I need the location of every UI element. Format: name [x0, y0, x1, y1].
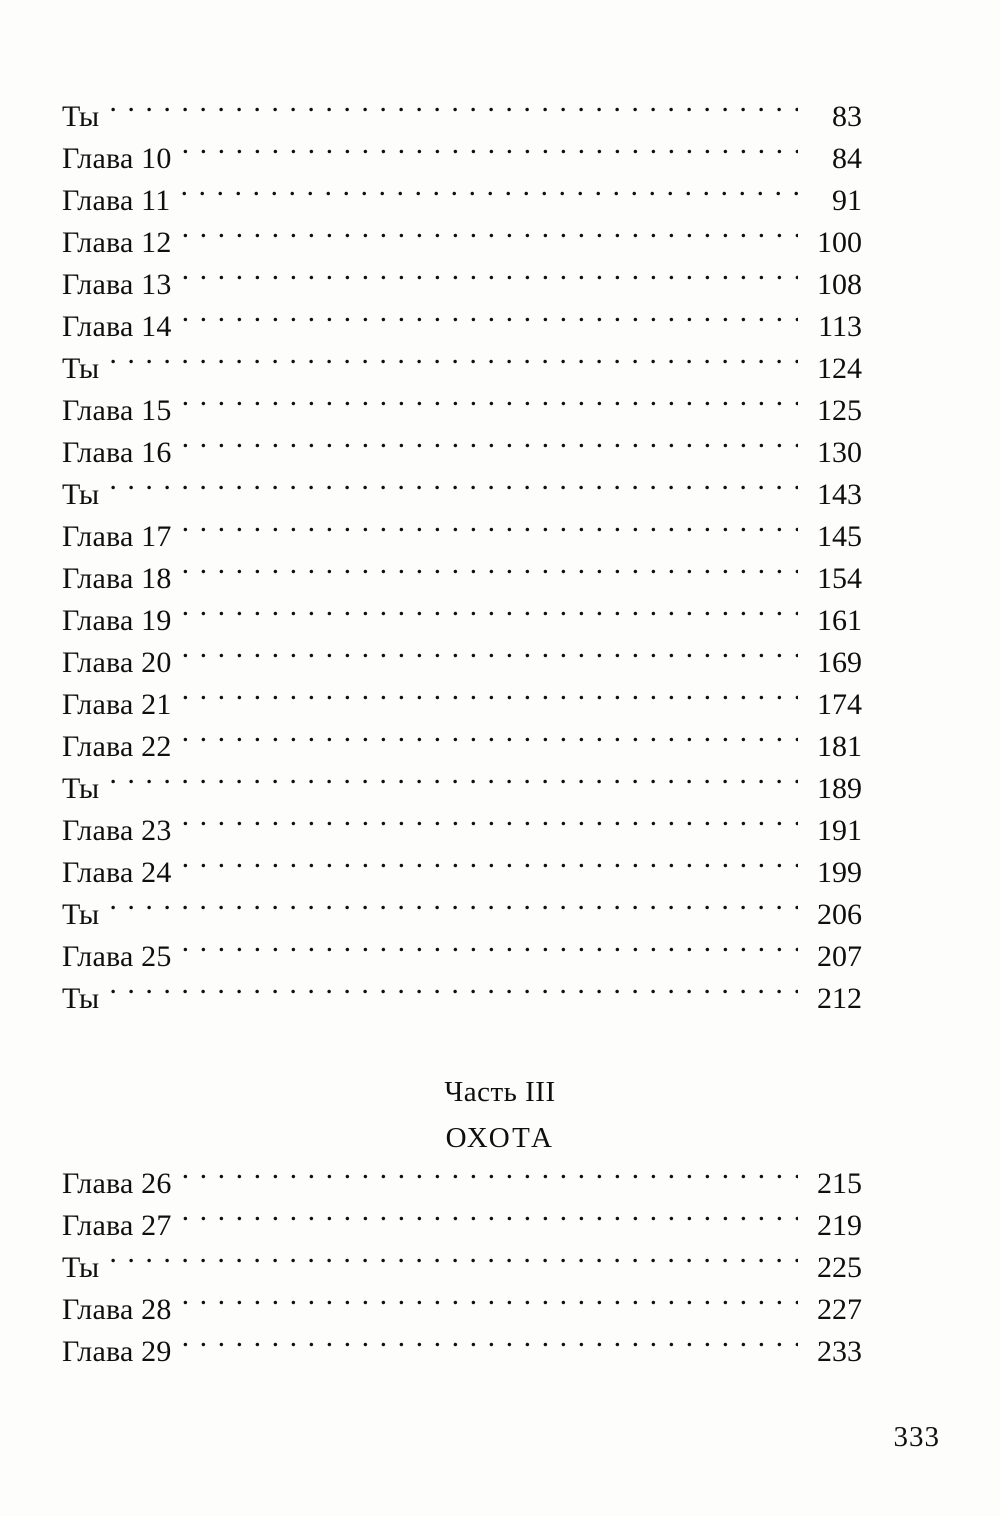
- toc-entry[interactable]: [62, 180, 862, 222]
- part-name: ОХОТА: [445, 1122, 555, 1154]
- toc-entry-title: Ты: [62, 982, 100, 1015]
- toc-entry-title: Глава 14: [62, 310, 172, 343]
- toc-entry-title: Глава 18: [62, 562, 172, 595]
- toc-entry[interactable]: [62, 222, 862, 264]
- toc-entry-page: 124: [817, 352, 862, 385]
- toc-entry-title: Глава 26: [62, 1167, 172, 1200]
- toc-entry-title: Глава 21: [62, 688, 172, 721]
- toc-entry-title: Глава 19: [62, 604, 172, 637]
- toc-entry-page: 83: [832, 100, 862, 133]
- toc-entry[interactable]: [62, 390, 862, 432]
- toc-entry-page: 189: [817, 772, 862, 805]
- toc-entry[interactable]: [62, 852, 862, 894]
- toc-leader-dots: [182, 390, 798, 420]
- toc-leader-dots: [109, 894, 798, 924]
- toc-entry-title: Глава 27: [62, 1209, 172, 1242]
- toc-leader-dots: [182, 600, 798, 630]
- toc-leader-dots: [182, 516, 798, 546]
- toc-entry-title: Глава 15: [62, 394, 172, 427]
- toc-entry[interactable]: [62, 726, 862, 768]
- toc-leader-dots: [182, 138, 798, 168]
- toc-entry[interactable]: [62, 348, 862, 390]
- toc-entry-page: 125: [817, 394, 862, 427]
- toc-entry[interactable]: [62, 810, 862, 852]
- toc-leader-dots: [182, 222, 798, 252]
- toc-entry-page: 154: [817, 562, 862, 595]
- toc-entry-page: 233: [817, 1335, 862, 1368]
- part-label: Часть III: [444, 1076, 556, 1108]
- toc-entry-title: Глава 12: [62, 226, 172, 259]
- toc-leader-dots: [182, 726, 798, 756]
- toc-entry-page: 191: [817, 814, 862, 847]
- toc-entry[interactable]: [62, 1247, 862, 1289]
- toc-entry-page: 212: [817, 982, 862, 1015]
- toc-entry-title: Глава 22: [62, 730, 172, 763]
- toc-leader-dots: [182, 1163, 798, 1193]
- toc-entry-page: 143: [817, 478, 862, 511]
- toc-leader-dots: [180, 180, 798, 210]
- toc-leader-dots: [182, 684, 798, 714]
- toc-entry[interactable]: [62, 936, 862, 978]
- toc-list-part-three: [62, 1163, 862, 1373]
- toc-entry-page: 145: [817, 520, 862, 553]
- toc-entry-page: 219: [817, 1209, 862, 1242]
- page-folio: 333: [893, 1421, 940, 1453]
- toc-leader-dots: [182, 936, 798, 966]
- toc-leader-dots: [109, 96, 798, 126]
- toc-entry-title: Глава 17: [62, 520, 172, 553]
- toc-entry-title: Ты: [62, 1251, 100, 1284]
- toc-entry-page: 181: [817, 730, 862, 763]
- toc-leader-dots: [182, 306, 798, 336]
- toc-entry-title: Ты: [62, 772, 100, 805]
- toc-entry-page: 161: [817, 604, 862, 637]
- toc-entry-title: Ты: [62, 478, 100, 511]
- toc-entry-page: 206: [817, 898, 862, 931]
- toc-entry[interactable]: [62, 474, 862, 516]
- toc-leader-dots: [109, 348, 798, 378]
- toc-entry-title: Глава 25: [62, 940, 172, 973]
- toc-entry[interactable]: [62, 894, 862, 936]
- toc-entry-page: 108: [817, 268, 862, 301]
- toc-leader-dots: [182, 264, 798, 294]
- toc-leader-dots: [182, 558, 798, 588]
- toc-entry-page: 100: [817, 226, 862, 259]
- toc-entry-page: 130: [817, 436, 862, 469]
- toc-entry-title: Ты: [62, 898, 100, 931]
- toc-entry-page: 199: [817, 856, 862, 889]
- toc-entry-page: 227: [817, 1293, 862, 1326]
- toc-entry-page: 174: [817, 688, 862, 721]
- toc-entry-title: Ты: [62, 100, 100, 133]
- toc-leader-dots: [182, 1289, 798, 1319]
- toc-entry-page: 207: [817, 940, 862, 973]
- toc-entry-title: Глава 10: [62, 142, 172, 175]
- toc-leader-dots: [182, 1331, 798, 1361]
- toc-leader-dots: [109, 978, 798, 1008]
- part-heading: [0, 1072, 1000, 1158]
- toc-entry-title: Глава 20: [62, 646, 172, 679]
- toc-entry[interactable]: [62, 1163, 862, 1205]
- toc-entry[interactable]: [62, 684, 862, 726]
- toc-entry-page: 169: [817, 646, 862, 679]
- toc-entry-title: Глава 23: [62, 814, 172, 847]
- toc-leader-dots: [182, 810, 798, 840]
- toc-entry-title: Глава 13: [62, 268, 172, 301]
- toc-entry[interactable]: [62, 516, 862, 558]
- toc-entry[interactable]: [62, 642, 862, 684]
- toc-entry-title: Ты: [62, 352, 100, 385]
- toc-entry[interactable]: [62, 138, 862, 180]
- toc-entry[interactable]: [62, 306, 862, 348]
- toc-leader-dots: [182, 432, 798, 462]
- toc-entry[interactable]: [62, 96, 862, 138]
- toc-entry-title: Глава 29: [62, 1335, 172, 1368]
- toc-entry-page: 113: [818, 310, 862, 343]
- toc-entry[interactable]: [62, 600, 862, 642]
- toc-entry-page: 215: [817, 1167, 862, 1200]
- toc-entry-title: Глава 11: [62, 184, 171, 217]
- toc-entry-page: 225: [817, 1251, 862, 1284]
- toc-entry[interactable]: [62, 768, 862, 810]
- toc-entry[interactable]: [62, 558, 862, 600]
- toc-entry-title: Глава 28: [62, 1293, 172, 1326]
- toc-list-part-two: [62, 96, 862, 1020]
- toc-entry[interactable]: [62, 432, 862, 474]
- toc-leader-dots: [182, 852, 798, 882]
- toc-leader-dots: [182, 642, 798, 672]
- toc-leader-dots: [182, 1205, 798, 1235]
- toc-entry[interactable]: [62, 1331, 862, 1373]
- toc-entry[interactable]: [62, 978, 862, 1020]
- toc-leader-dots: [109, 1247, 798, 1277]
- toc-entry-page: 91: [832, 184, 862, 217]
- toc-entry-page: 84: [832, 142, 862, 175]
- toc-entry-title: Глава 16: [62, 436, 172, 469]
- toc-leader-dots: [109, 768, 798, 798]
- toc-entry-title: Глава 24: [62, 856, 172, 889]
- toc-entry[interactable]: [62, 264, 862, 306]
- toc-leader-dots: [109, 474, 798, 504]
- toc-entry[interactable]: [62, 1205, 862, 1247]
- toc-entry[interactable]: [62, 1289, 862, 1331]
